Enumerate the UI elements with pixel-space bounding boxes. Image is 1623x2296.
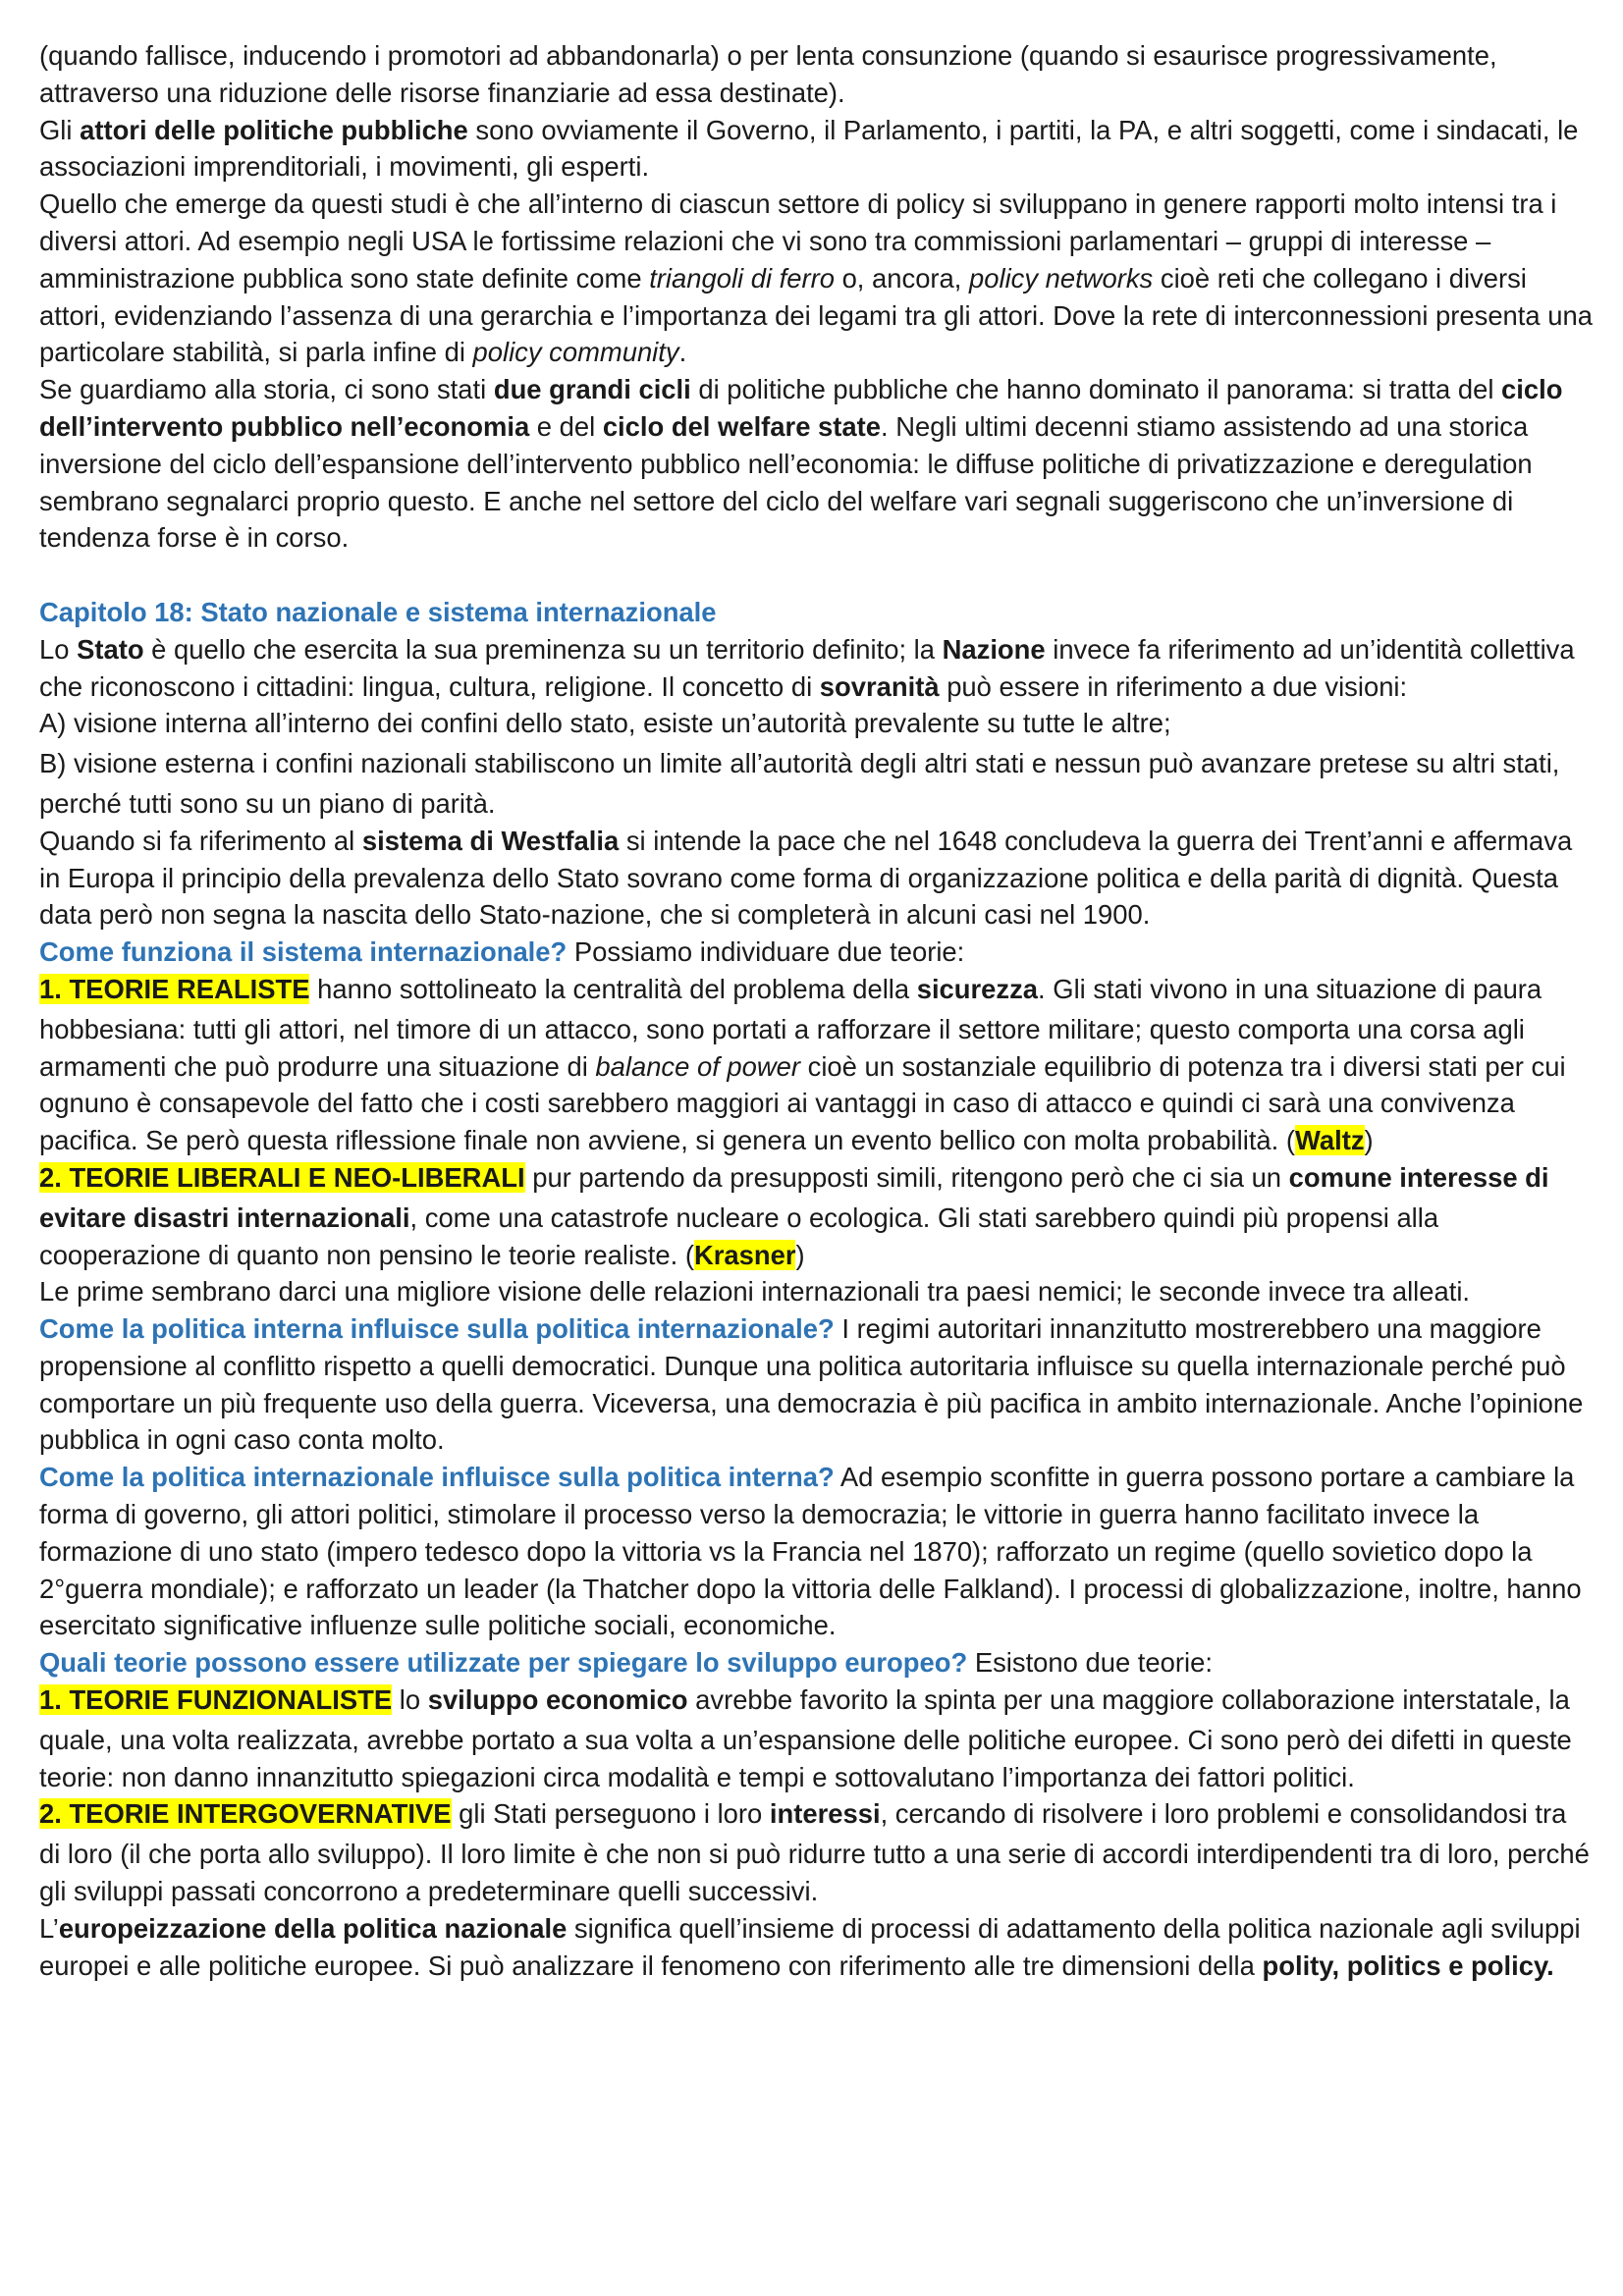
text-run (392, 1684, 400, 1715)
text-run: cioè reti che collegano i diversi attori, evidenziando l’assenza di una gerarchia e l’importanza dei legami tra gli attori. Dove la rete di interconnessioni presenta una particolare stabilità, si parla infine di (39, 262, 1593, 368)
text-run: Lo (39, 633, 78, 665)
highlighted-term: Krasner (693, 1239, 796, 1270)
paragraph (39, 1644, 1593, 1682)
paragraph (39, 594, 1593, 631)
text-run: . (678, 337, 687, 368)
paragraph (39, 1310, 1593, 1459)
highlighted-term: 1. TEORIE REALISTE (39, 973, 310, 1004)
bold-term: ciclo dell’intervento pubblico nell’economia (39, 374, 1563, 442)
text-run: A) visione interna (39, 708, 255, 739)
text-run: ) (795, 1239, 805, 1270)
paragraph (39, 186, 1593, 371)
document-page (39, 37, 1593, 1984)
paragraph (39, 1273, 1593, 1310)
text-run (309, 974, 317, 1004)
section-heading: Capitolo 18: Stato nazionale e sistema internazionale (39, 596, 717, 627)
text-run: è quello che esercita la sua preminenza su un territorio definito; la (143, 633, 943, 665)
text-run: Possiamo individuare due teorie: (567, 936, 965, 968)
paragraph (39, 934, 1593, 971)
paragraph (39, 112, 1593, 187)
text-run: pur partendo da presupposti simili, ritengono però che ci sia un (532, 1161, 1289, 1193)
paragraph (39, 1159, 1593, 1273)
text-run: , cercando di risolvere i loro problemi e consolidandosi tra di loro (il che porta allo sviluppo). Il loro limite è che non si può ridurre tutto a una serie di accordi interdipendenti tra di loro, perché gli sviluppi passati concorrono a predeterminare quelli successivi. (39, 1798, 1590, 1907)
text-run: o, ancora, (834, 262, 970, 294)
highlighted-term: 1. TEORIE FUNZIONALISTE (39, 1684, 393, 1716)
text-run: i confini nazionali stabiliscono un limite all’autorità degli altri stati e nessun può avanzare pretese su altri stati, perché tutti sono su un piano di parità. (39, 748, 1560, 819)
paragraph (39, 705, 1593, 745)
text-run: invece fa riferimento ad un’identità collettiva che riconoscono i cittadini: lingua, cultura, religione. Il concetto di (39, 633, 1575, 702)
bold-term: sicurezza (916, 973, 1039, 1004)
bold-term: sistema di Westfalia (361, 825, 620, 856)
bold-term: comune interesse di evitare disastri internazionali (39, 1161, 1549, 1233)
text-run: si intende la pace che nel 1648 concludeva la guerra dei Trent’anni e affermava in Europa il principio della prevalenza dello Stato sovrano come forma di organizzazione politica e della parità di dignità. Questa data però non segna la nascita dello Stato-nazione, che si completerà in alcuni casi nel 1900. (39, 825, 1573, 931)
paragraph (39, 371, 1593, 557)
bold-term: due grandi cicli (493, 374, 691, 405)
text-run: B) visione esterna (39, 748, 262, 779)
text-run: Quando si fa riferimento al (39, 825, 362, 856)
bold-term: sovranità (819, 670, 940, 702)
bold-term: attori delle politiche pubbliche (80, 114, 468, 145)
text-run: può essere in riferimento a due visioni: (939, 670, 1408, 702)
bold-term: Stato (77, 633, 144, 665)
text-run: cioè un sostanziale equilibrio di potenza tra i diversi stati per cui ognuno è consapevole del fatto che i costi sarebbero maggiori ai vantaggi in caso di attacco e quindi ci sarà una convivenza pacifica. Se però questa riflessione finale non avviene, si genera un evento bellico con molta probabilità. ( (39, 1050, 1566, 1156)
paragraph (39, 1459, 1593, 1644)
section-heading: Come funziona il sistema internazionale? (39, 936, 568, 968)
text-run: hanno sottolineato la centralità del problema della (317, 973, 917, 1004)
bold-term: sviluppo economico (427, 1684, 688, 1716)
bold-term: europeizzazione della politica nazionale (58, 1912, 568, 1944)
section-heading: Come la politica interna influisce sulla politica internazionale? (39, 1313, 835, 1345)
text-run: di politiche pubbliche che hanno dominato il panorama: si tratta del (690, 374, 1502, 405)
highlighted-term: 2. TEORIE LIBERALI E NEO-LIBERALI (39, 1161, 525, 1193)
text-run: , come una catastrofe nucleare o ecologica. Gli stati sarebbero quindi più propensi alla cooperazione di quanto non pensino le teorie realiste. ( (39, 1201, 1439, 1270)
paragraph (39, 1910, 1593, 1985)
text-run: Se guardiamo alla storia, ci sono stati (39, 374, 494, 405)
text-run: Le prime sembrano darci una migliore visione delle relazioni internazionali tra paesi nemici; le seconde invece tra alleati. (39, 1276, 1471, 1308)
italic-term: policy networks (969, 262, 1154, 294)
text-run: all’interno dei confini dello stato, esiste un’autorità prevalente su tutte le altre; (254, 708, 1171, 739)
highlighted-term: Waltz (1295, 1125, 1365, 1156)
text-run: significa quell’insieme di processi di adattamento della politica nazionale agli sviluppi europei e alle politiche europee. Si può analizzare il fenomeno con riferimento alle tre dimensioni della (39, 1912, 1581, 1981)
text-run: lo (399, 1684, 428, 1716)
section-heading: Quali teorie possono essere utilizzate per spiegare lo sviluppo europeo? (39, 1647, 968, 1679)
text-run: . Negli ultimi decenni stiamo assistendo ad una storica inversione del ciclo dell’espansione dell’intervento pubblico nell’economia: le diffuse politiche di privatizzazione e deregulation sembrano segnalarci proprio questo. E anche nel settore del ciclo del welfare vari segnali suggeriscono che un’inversione di tendenza forse è in corso. (39, 410, 1533, 554)
text-run: sono ovviamente il Governo, il Parlamento, i partiti, la PA, e altri soggetti, come i sindacati, le associazioni imprenditoriali, i movimenti, gli esperti. (39, 114, 1579, 183)
text-run: gli Stati perseguono i loro (459, 1798, 770, 1830)
bold-term: Nazione (942, 633, 1046, 665)
paragraph (39, 631, 1593, 706)
text-run: Quello che emerge da questi studi è che all’interno di ciascun settore di policy si sviluppano in genere rapporti molto intensi tra i diversi attori. Ad esempio negli USA le fortissime relazioni che vi sono tra commissioni parlamentari – gruppi di interesse – amministrazione pubblica sono state definite come (39, 188, 1557, 294)
text-run: . Gli stati vivono in una situazione di paura hobbesiana: tutti gli attori, nel timore di un attacco, sono portati a rafforzare il settore militare; questo comporta una corsa agli armamenti che può produrre una situazione di (39, 973, 1542, 1082)
paragraph (39, 823, 1593, 934)
text-run: I regimi autoritari innanzitutto mostrerebbero una maggiore propensione al conflitto rispetto a quelli democratici. Dunque una politica autoritaria influisce su quella internazionale perché può comportare un più frequente uso della guerra. Viceversa, una democrazia è più pacifica in ambito internazionale. Anche l’opinione pubblica in ogni caso conta molto. (39, 1313, 1584, 1456)
text-run: Ad esempio sconfitte in guerra possono portare a cambiare la forma di governo, gli attori politici, stimolare il processo verso la democrazia; le vittorie in guerra hanno facilitato invece la formazione di uno stato (impero tedesco dopo la vittoria vs la Francia nel 1870); rafforzato un regime (quello sovietico dopo la 2°guerra mondiale); e rafforzato un leader (la Thatcher dopo la vittoria delle Falkland). I processi di globalizzazione, inoltre, hanno esercitato significative influenze sulle politiche sociali, economiche. (39, 1462, 1582, 1641)
paragraph (39, 1795, 1593, 1909)
text-run: Gli (39, 114, 81, 145)
bold-term: interessi (769, 1798, 881, 1830)
paragraph (39, 37, 1593, 112)
text-run: L’ (39, 1912, 59, 1944)
paragraph (39, 971, 1593, 1159)
paragraph-spacer (39, 557, 1593, 594)
text-run: Esistono due teorie: (967, 1647, 1213, 1679)
paragraph (39, 1682, 1593, 1795)
text-run: ) (1364, 1125, 1374, 1156)
italic-term: triangoli di ferro (649, 262, 835, 294)
italic-term: policy community (472, 337, 679, 368)
text-run: (quando fallisce, inducendo i promotori ad abbandonarla) o per lenta consunzione (quando si esaurisce progressivamente, attraverso una riduzione delle risorse finanziarie ad essa destinate). (39, 40, 1497, 108)
paragraph (39, 745, 1593, 823)
bold-term: polity, politics e policy. (1262, 1949, 1554, 1981)
bold-term: ciclo del welfare state (602, 410, 881, 442)
text-run: e del (529, 410, 603, 442)
text-run: avrebbe favorito la spinta per una maggiore collaborazione interstatale, la quale, una volta realizzata, avrebbe portato a sua volta a un’espansione delle politiche europee. Ci sono però dei difetti in queste teorie: non danno innanzitutto spiegazioni circa modalità e tempi e sottovalutano l’importanza dei fattori politici. (39, 1684, 1572, 1792)
italic-term: balance of power (595, 1050, 801, 1082)
highlighted-term: 2. TEORIE INTERGOVERNATIVE (39, 1798, 452, 1830)
section-heading: Come la politica internazionale influisce sulla politica interna? (39, 1462, 835, 1493)
